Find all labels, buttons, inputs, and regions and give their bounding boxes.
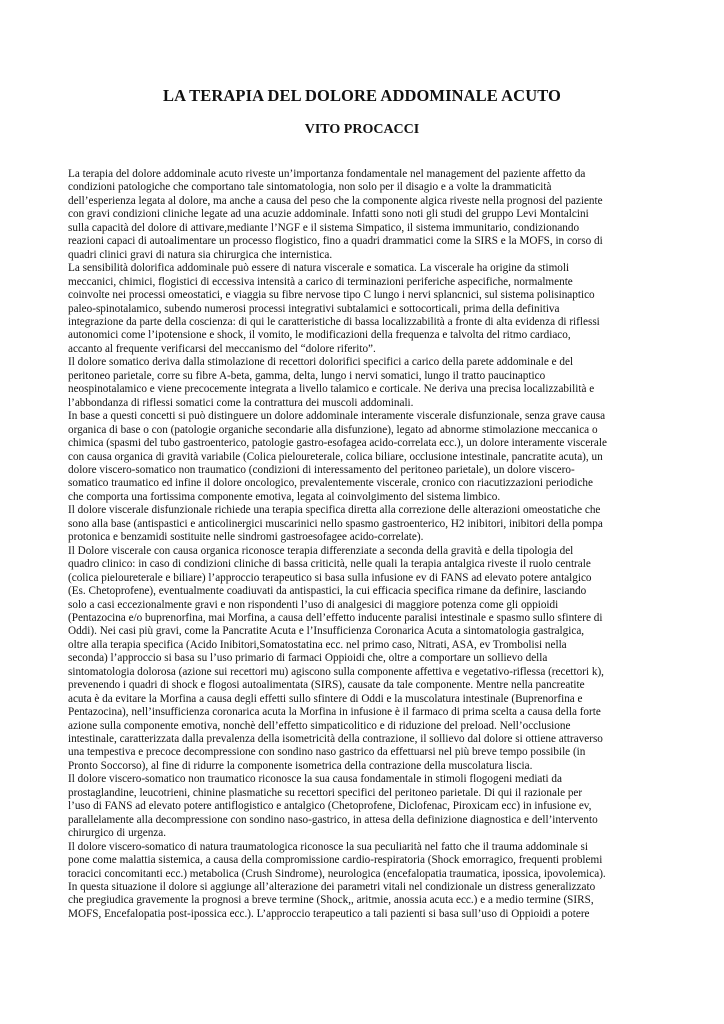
body-line: dell’esperienza legata al dolore, ma anche a causa del peso che la componente algica riveste nella prognosi del paziente [68, 194, 603, 207]
body-line: Pentazocina), nell’insufficienza coronarica acuta la Morfina in infusione è il farmaco di prima scelta a causa della forte [68, 706, 601, 719]
body-line: paleo-spinotalamico, subendo numerosi processi integrativi subtalamici e sottocorticali, prima della definitiva [68, 302, 560, 315]
body-line: solo a casi eccezionalmente gravi e non rispondenti l’uso di analgesici di maggiore potenza come gli oppioidi [68, 598, 559, 611]
body-line: che comporta una fortissima componente emotiva, legata al coinvolgimento del sistema limbico. [68, 490, 501, 503]
body-line: sono alla base (antispastici e anticolinergici muscarinici nello spasmo gastroenterico, H2 inibitori, inibitori della pompa [68, 517, 603, 530]
body-line: accanto al frequente verificarsi del meccanismo del “dolore riferito”. [68, 342, 376, 355]
body-line: dolore viscero-somatico non traumatico (condizioni di interessamento del peritoneo parietale), un dolore viscero- [68, 463, 575, 476]
body-line: l’uso di FANS ad elevato potere antiflogistico e antalgico (Chetoprofene, Diclofenac, Piroxicam ecc) in infusione ev, [68, 800, 592, 813]
body-line: autonomici come l’ipotensione e shock, il vomito, le modificazioni della frequenza e talvolta del ritmo cardiaco, [68, 329, 571, 342]
body-line: pone come malattia sistemica, a causa della compromissione cardio-respiratoria (Shock emorragico, frequenti problemi [68, 854, 603, 867]
document-author: VITO PROCACCI [304, 122, 420, 137]
body-line: Oddi). Nei casi più gravi, come la Pancratite Acuta e l’Insufficienza Coronarica Acuta a sintomatologia gastralgica, [68, 625, 585, 638]
body-line: chimica (spasmi del tubo gastroenterico, patologie gastro-esofagea acido-correlata ecc.), un dolore interamente viscerale [68, 437, 607, 450]
body-line: con gravi condizioni cliniche legate ad una acuzie addominale. Infatti sono noti gli studi del gruppo Levi Montalcini [68, 208, 589, 221]
body-line: In base a questi concetti si può distinguere un dolore addominale interamente viscerale disfunzionale, senza grave causa [68, 410, 606, 423]
body-line: una tempestiva e precoce decompressione con sondino naso gastrico da effettuarsi nel più breve tempo possibile (in [68, 746, 586, 759]
body-line: sulla capacità del dolore di attivare,mediante l’NGF e il sistema Simpatico, il sistema immunitario, condizionando [68, 221, 580, 234]
body-line: In questa situazione il dolore si aggiunge all’alterazione dei parametri vitali nel condizionale un distress generalizzato [68, 881, 596, 894]
body-line: (Pentazocina e/o buprenorfina, mai Morfina, a causa dell’effetto inducente paralisi intestinale e spasmo sullo sfintere di [68, 611, 603, 624]
body-line: l’abbondanza di riflessi somatici come la contrattura dei muscoli addominali. [68, 396, 414, 409]
body-line: condizioni patologiche che comportano tale sintomatologia, non solo per il disagio e a volte la drammaticità [68, 181, 552, 194]
body-line: che pregiudica gravemente la prognosi a breve termine (Shock,, aritmie, anossia acuta ecc.) e a medio termine (SIRS, [68, 894, 594, 907]
body-line: toracici concomitanti ecc.) metabolica (Crush Sindrome), neurologica (encefalopatia traumatica, ipossica, ipovolemica). [68, 867, 606, 880]
document-body [68, 168, 668, 921]
body-line: acuta è da evitare la Morfina a causa degli effetti sullo sfintere di Oddi e la muscolatura intestinale (Buprenorfina e [68, 692, 583, 705]
body-line: La sensibilità dolorifica addominale può essere di natura viscerale e somatica. La viscerale ha origine da stimoli [68, 262, 570, 275]
body-line: Il dolore viscero-somatico di natura traumatologica riconosce la sua peculiarità nel fatto che il trauma addominale si [68, 840, 589, 853]
body-line: prevenendo i quadri di shock e flogosi autoalimentata (SIRS), causate da tale componente. Mentre nella pancreatite [68, 679, 585, 692]
body-line: quadro clinico: in caso di condizioni cliniche di bassa criticità, nelle quali la terapia antalgica riveste il ruolo centrale [68, 558, 591, 571]
body-line: Il Dolore viscerale con causa organica riconosce terapia differenziate a seconda della gravità e della tipologia del [68, 544, 574, 557]
body-line: con causa organica di gravità variabile (Colica pieloureterale, colica biliare, occlusione intestinale, pancratite acuta), un [68, 450, 603, 463]
body-line: Il dolore somatico deriva dalla stimolazione di recettori dolorifici specifici a carico della parete addominale e del [68, 356, 574, 369]
body-line: seconda) l’approccio si basa su l’uso primario di farmaci Oppioidi che, oltre a comportare un sollievo della [68, 652, 548, 665]
body-line: (Es. Chetoprofene), eventualmente coadiuvati da antispastici, la cui efficacia specifica rimane da definire, lasciando [68, 585, 587, 598]
body-line: coinvolte nei processi omeostatici, e viaggia su fibre nervose tipo C lungo i nervi splancnici, sul sistema polisinaptico [68, 289, 595, 302]
body-line: Pronto Soccorso), al fine di ridurre la componente isometrica della contrazione della muscolatura liscia. [68, 759, 533, 772]
body-line: prostaglandine, leucotrieni, chinine plasmatiche su recettori specifici del peritoneo parietale. Di qui il razionale per [68, 786, 583, 799]
body-line: meccanici, chimici, flogistici di eccessiva intensità a carico di terminazioni periferiche aspecifiche, normalmente [68, 275, 573, 288]
body-line: Il dolore viscerale disfunzionale richiede una terapia specifica diretta alla correzione delle alterazioni omeostatiche che [68, 504, 601, 517]
body-line: protonica e benzamidi sostituite nelle sindromi gastroesofagee acido-correlate). [68, 531, 424, 544]
body-line: peritoneo parietale, corre su fibre A-beta, gamma, delta, lungo i nervi somatici, lungo il tratto paucinaptico [68, 369, 546, 382]
document-title: LA TERAPIA DEL DOLORE ADDOMINALE ACUTO [163, 86, 561, 105]
body-line: intestinale, caratterizzata dalla prevalenza della isometricità della contrazione, il sollievo dal dolore si ottiene attraverso [68, 733, 603, 746]
body-line: neospinotalamico e viene precocemente integrata a livello talamico e corticale. Ne deriva una precisa localizzabilità e [68, 383, 595, 396]
body-line: quadri clinici gravi di natura sia chirurgica che internistica. [68, 248, 333, 261]
body-line: integrazione da parte della coscienza: di qui le caratteristiche di bassa localizzabilità a fronte di alta evidenza di riflessi [68, 315, 600, 328]
body-line: reazioni capaci di autoalimentare un processo flogistico, fino a quadri drammatici come la SIRS e la MOFS, in corso di [68, 235, 603, 248]
body-line: organica di base o con (patologie organiche secondarie alla disfunzione), legato ad abnorme stimolazione meccanica o [68, 423, 598, 436]
body-line: (colica pieloureterale e biliare) l’approccio terapeutico si basa sulla infusione ev di FANS ad elevato potere antalgico [68, 571, 592, 584]
body-line: La terapia del dolore addominale acuto riveste un’importanza fondamentale nel management del paziente affetto da [68, 168, 586, 180]
body-line: sintomatologia dolorosa (azione sui recettori mu) agiscono sulla componente affettiva e vegetativo-riflessa (recettori k), [68, 665, 604, 678]
body-line: oltre alla terapia specifica (Acido Inibitori,Somatostatina ecc. nel primo caso, Nitrati, ASA, ev Trombolisi nella [68, 638, 567, 651]
body-line: somatico traumatico ed infine il dolore oncologico, prevalentemente viscerale, cronico con riacutizzazioni periodiche [68, 477, 593, 490]
body-line: chirurgico di urgenza. [68, 827, 167, 840]
body-line: Il dolore viscero-somatico non traumatico riconosce la sua causa fondamentale in stimoli flogogeni mediati da [68, 773, 562, 786]
body-line: parallelamente alla decompressione con sondino naso-gastrico, in attesa della definizione diagnostica e dell’intervento [68, 813, 598, 826]
body-line: azione sulla componente emotiva, nonchè dell’effetto simpaticolitico e di riduzione del preload. Nell’occlusione [68, 719, 571, 732]
body-line: MOFS, Encefalopatia post-ipossica ecc.). L’approccio terapeutico a tali pazienti si basa sull’uso di Oppioidi a potere [68, 907, 590, 920]
